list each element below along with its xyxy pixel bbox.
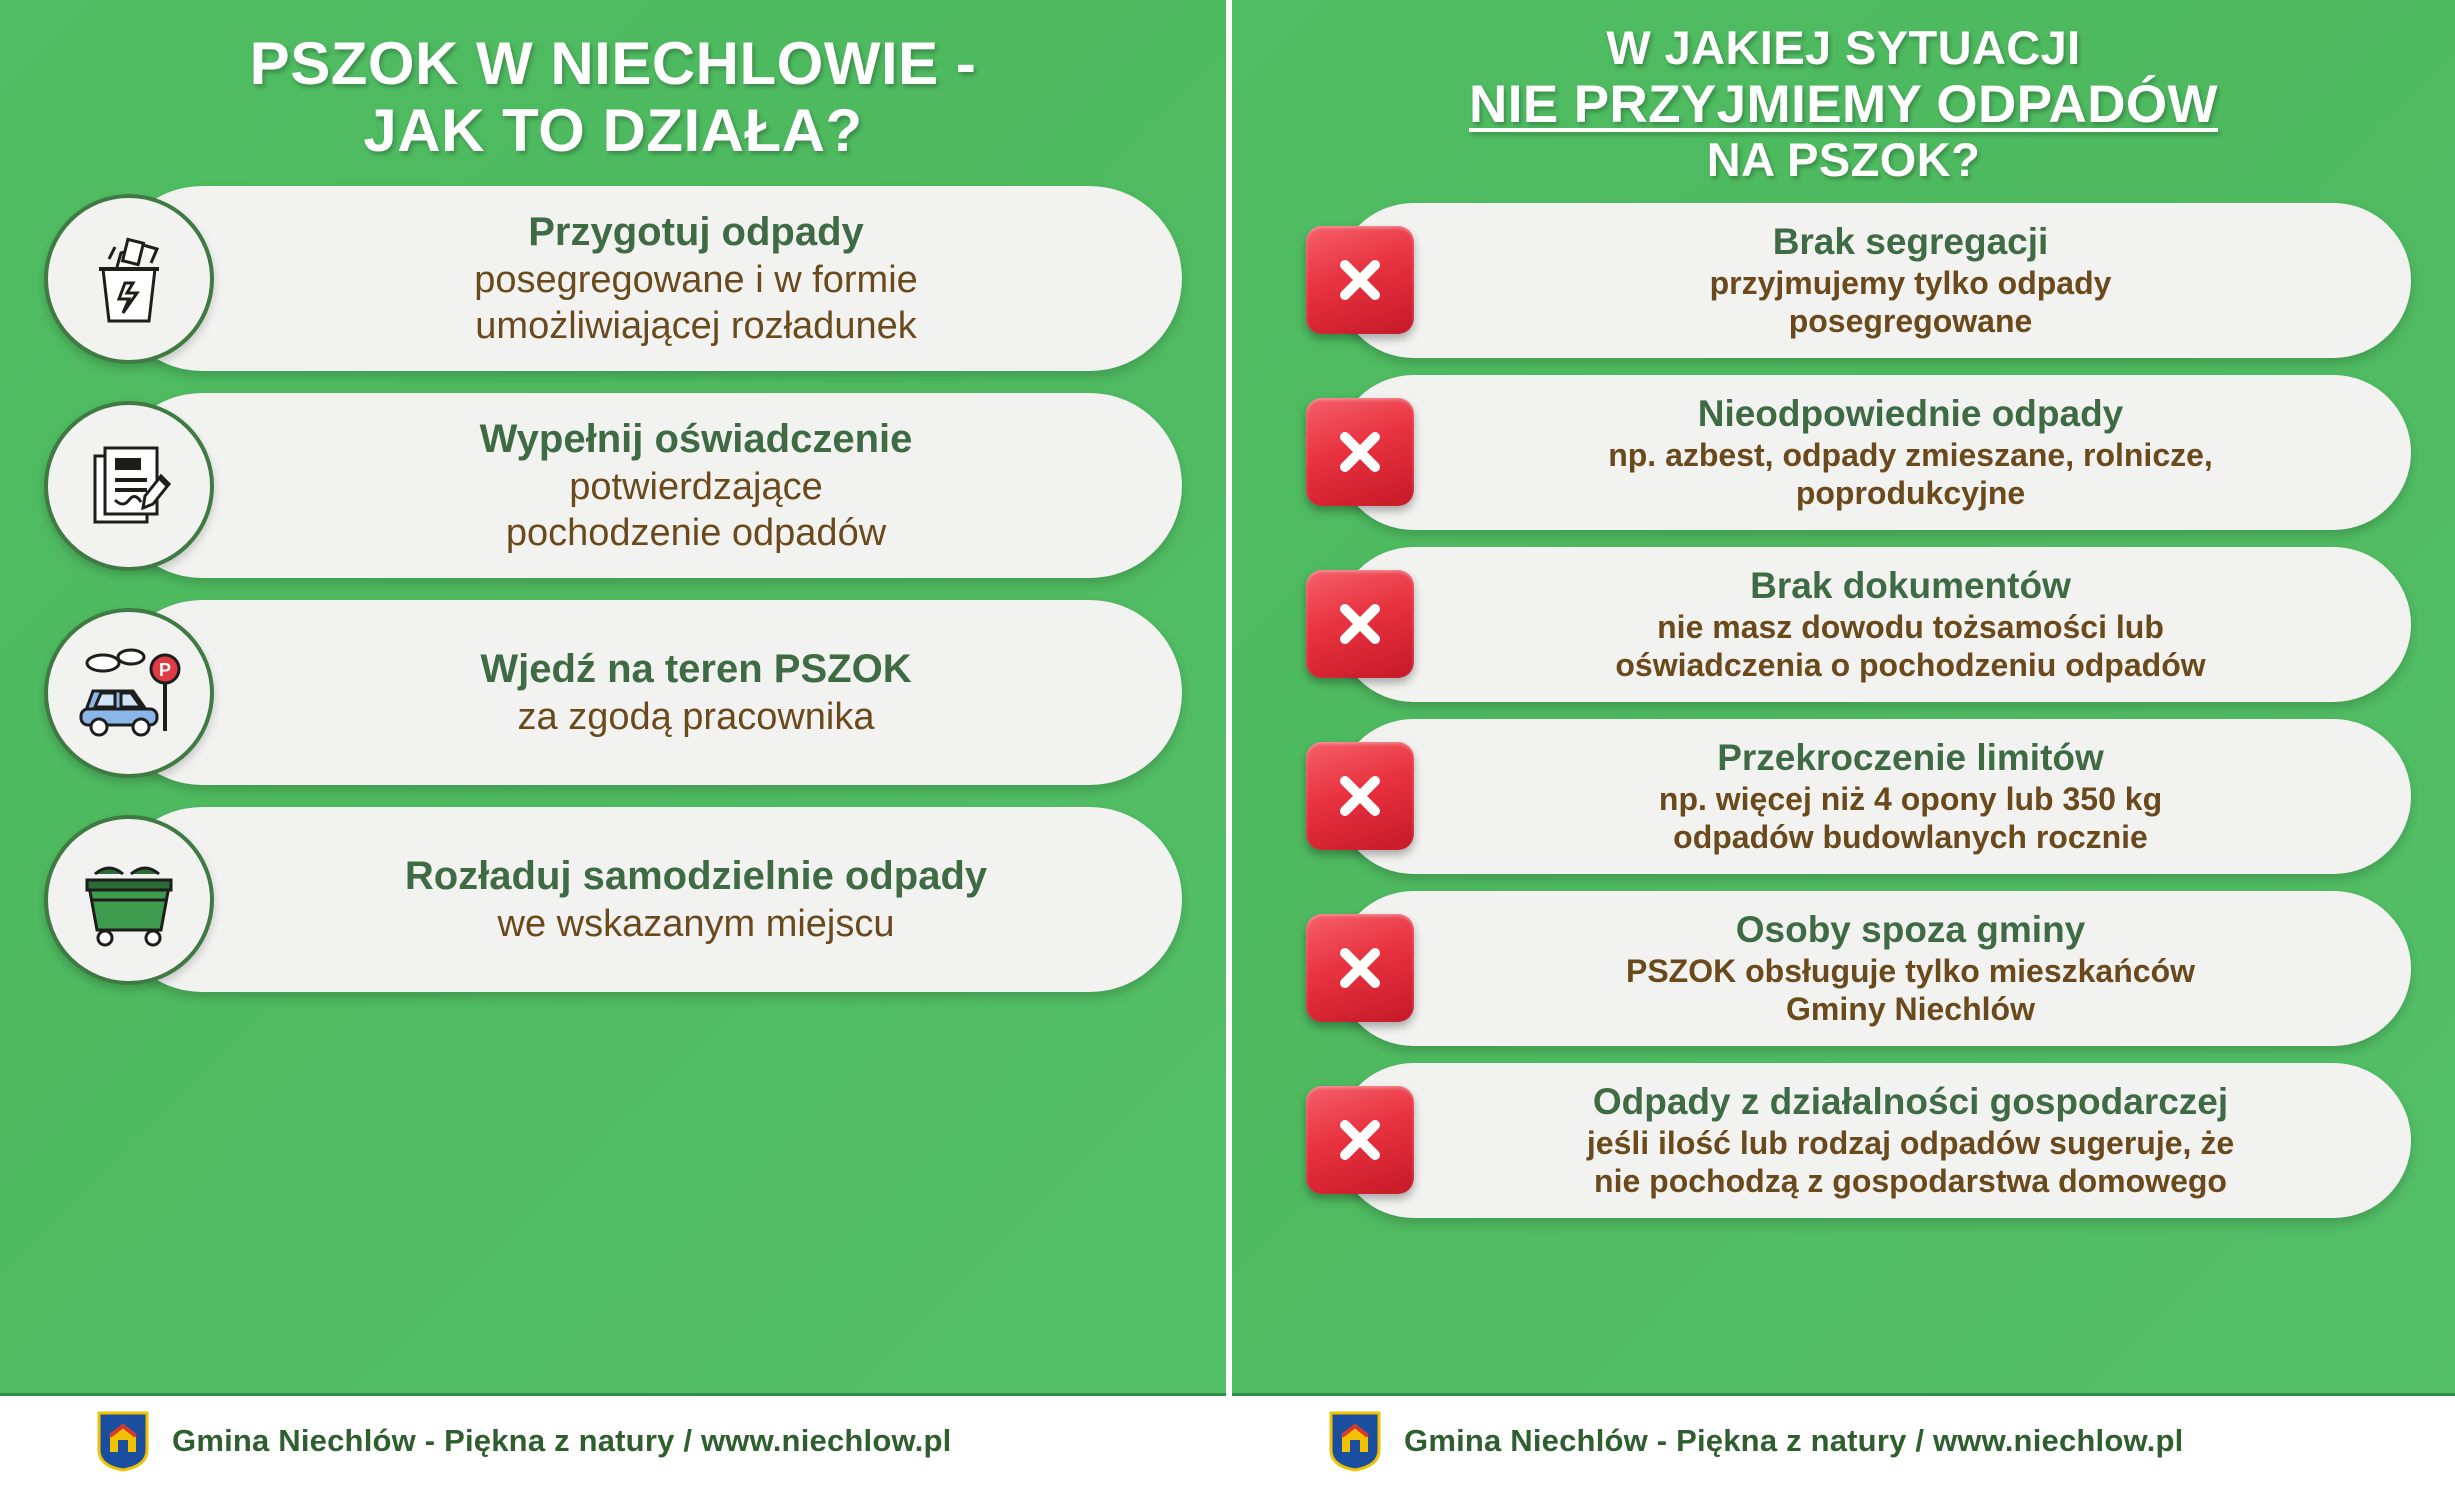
step-item: [110, 807, 1182, 992]
reason-subline-2: nie pochodzą z gospodarstwa domowego: [1594, 1163, 2227, 1200]
reasons-list: [1276, 203, 2411, 1228]
reason-heading: Osoby spoza gminy: [1735, 908, 2086, 950]
reason-subline-2: odpadów budowlanych rocznie: [1673, 819, 2148, 856]
reason-item: [1336, 547, 2411, 702]
right-footer: [1232, 1393, 2455, 1485]
step-item: [110, 600, 1182, 785]
right-panel: [1232, 0, 2455, 1485]
reason-heading: Brak segregacji: [1772, 220, 2049, 262]
gmina-niechlow-crest-icon: [96, 1410, 150, 1472]
step-text: [250, 415, 1182, 557]
left-panel-title: [44, 0, 1182, 186]
left-panel-body: [0, 0, 1226, 1393]
reason-heading: Brak dokumentów: [1750, 564, 2071, 606]
reason-subline-2: posegregowane: [1788, 303, 2033, 340]
step-subline-1: potwierdzające: [569, 465, 823, 508]
left-footer-text: Gmina Niechlów - Piękna z natury / www.niechlow.pl: [172, 1422, 952, 1458]
reason-subline-2: oświadczenia o pochodzeniu odpadów: [1615, 647, 2206, 684]
step-heading: Przygotuj odpady: [528, 210, 864, 255]
step-heading: Wypełnij oświadczenie: [479, 417, 913, 462]
left-title-line-1: PSZOK W NIECHLOWIE -: [249, 30, 977, 97]
reason-item: [1336, 375, 2411, 530]
left-title-line-2: JAK TO DZIAŁA?: [363, 97, 863, 165]
red-cross-icon: [1306, 1086, 1414, 1194]
document-pen-icon: [44, 401, 214, 571]
step-item: [110, 393, 1182, 578]
right-panel-title: [1276, 0, 2411, 203]
reason-text: [1456, 894, 2411, 1043]
reason-text: [1456, 722, 2411, 871]
step-subline-1: posegregowane i w formie: [474, 258, 918, 301]
step-heading: Wjedź na teren PSZOK: [480, 647, 912, 692]
svg-text:P: P: [158, 659, 172, 680]
step-subline-1: we wskazanym miejscu: [497, 903, 895, 946]
right-footer-text: Gmina Niechlów - Piękna z natury / www.niechlow.pl: [1404, 1422, 2184, 1458]
step-subline-2: pochodzenie odpadów: [505, 512, 887, 555]
reason-item: [1336, 1063, 2411, 1218]
step-text: [250, 852, 1182, 947]
reason-subline-1: np. azbest, odpady zmieszane, rolnicze,: [1608, 436, 2213, 473]
right-title-line-3: NA PSZOK?: [1706, 132, 1981, 186]
gmina-niechlow-crest-icon: [1328, 1410, 1382, 1472]
right-title-line-1: W JAKIEJ SYTUACJI: [1606, 21, 2081, 74]
reason-heading: Przekroczenie limitów: [1717, 736, 2104, 778]
step-subline-2: umożliwiającej rozładunek: [475, 305, 917, 348]
reason-heading: Nieodpowiednie odpady: [1697, 392, 2124, 434]
step-text: [250, 645, 1182, 740]
trash-bin-icon: [44, 194, 214, 364]
steps-list: [44, 186, 1182, 1006]
reason-text: [1456, 206, 2411, 355]
reason-item: [1336, 891, 2411, 1046]
reason-subline-1: np. więcej niż 4 opony lub 350 kg: [1658, 780, 2163, 817]
reason-text: [1456, 1066, 2411, 1215]
reason-subline-2: poprodukcyjne: [1795, 475, 2026, 512]
step-heading: Rozładuj samodzielnie odpady: [404, 854, 988, 899]
reason-subline-1: PSZOK obsługuje tylko mieszkańców: [1625, 952, 2195, 989]
reason-subline-1: przyjmujemy tylko odpady: [1709, 264, 2112, 301]
reason-item: [1336, 719, 2411, 874]
car-parking-icon: [44, 608, 214, 778]
right-panel-body: [1232, 0, 2455, 1393]
reason-subline-1: jeśli ilość lub rodzaj odpadów sugeruje, że: [1586, 1124, 2235, 1161]
right-title-line-2: NIE PRZYJMIEMY ODPADÓW: [1469, 74, 2218, 134]
red-cross-icon: [1306, 398, 1414, 506]
red-cross-icon: [1306, 570, 1414, 678]
dumpster-icon: [44, 815, 214, 985]
red-cross-icon: [1306, 226, 1414, 334]
red-cross-icon: [1306, 742, 1414, 850]
reason-subline-1: nie masz dowodu tożsamości lub: [1657, 608, 2164, 645]
reason-subline-2: Gminy Niechlów: [1786, 991, 2035, 1028]
reason-heading: Odpady z działalności gospodarczej: [1592, 1080, 2229, 1122]
reason-item: [1336, 203, 2411, 358]
step-text: [250, 208, 1182, 350]
reason-text: [1456, 550, 2411, 699]
left-footer: [0, 1393, 1226, 1485]
step-item: [110, 186, 1182, 371]
red-cross-icon: [1306, 914, 1414, 1022]
reason-text: [1456, 378, 2411, 527]
step-subline-1: za zgodą pracownika: [517, 696, 875, 739]
